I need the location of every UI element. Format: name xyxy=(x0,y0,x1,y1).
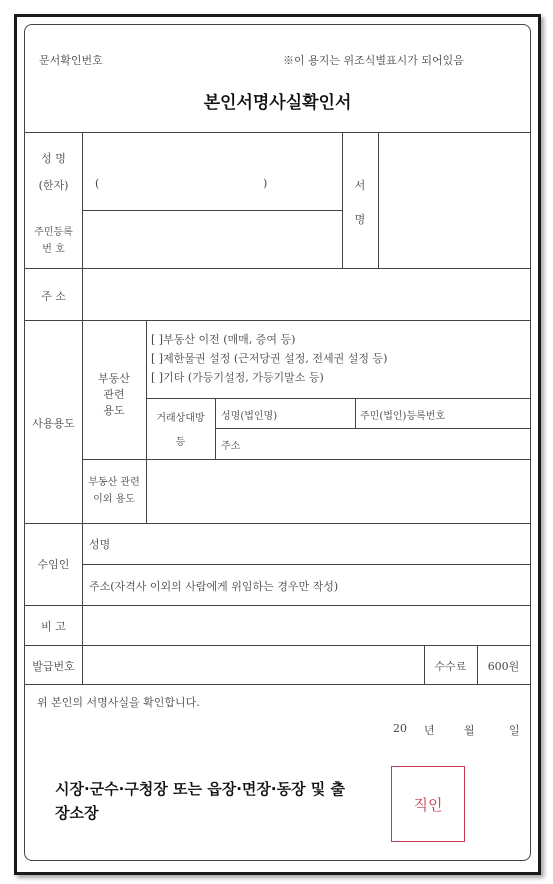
form-title: 본인서명사실확인서 xyxy=(203,93,352,113)
divider xyxy=(146,398,530,399)
divider xyxy=(215,398,216,459)
date-day-unit: 일 xyxy=(509,724,520,737)
other-usage-label: 부동산 관련 xyxy=(88,477,140,488)
signature-label: 명 xyxy=(354,213,366,226)
counterparty-label: 거래상대방 xyxy=(156,413,205,424)
fee-label: 수수료 xyxy=(434,660,467,673)
counterparty-label: 등 xyxy=(175,437,186,448)
realestate-usage-label: 용도 xyxy=(103,404,125,417)
delegate-label: 수임인 xyxy=(37,558,70,571)
hanja-close-paren: ) xyxy=(263,177,268,190)
name-label: 성 명 xyxy=(41,152,66,165)
divider xyxy=(355,398,356,428)
divider xyxy=(82,564,530,565)
delegate-address-label: 주소(자격사 이외의 사람에게 위임하는 경우만 작성) xyxy=(89,580,339,593)
name-hanja-label: (한자) xyxy=(38,179,69,192)
divider xyxy=(342,132,343,268)
divider xyxy=(25,320,530,321)
counterparty-id-label: 주민(법인)등록번호 xyxy=(360,411,446,422)
date-month-unit: 월 xyxy=(464,724,475,737)
other-usage-label: 이외 용도 xyxy=(93,494,135,505)
divider xyxy=(82,210,342,211)
divider xyxy=(25,605,530,606)
counterparty-address-label: 주소 xyxy=(221,441,241,452)
resident-number-label: 주민등록 xyxy=(34,227,73,238)
realestate-usage-label: 관련 xyxy=(103,388,125,401)
divider xyxy=(215,428,530,429)
delegate-name-label: 성명 xyxy=(89,538,111,551)
usage-option-transfer[interactable]: [ ]부동산 이전 (매매, 증여 등) xyxy=(151,333,296,346)
usage-label: 사용용도 xyxy=(32,417,75,430)
divider xyxy=(378,132,379,268)
divider xyxy=(25,684,530,685)
doc-number-label: 문서확인번호 xyxy=(39,54,103,67)
hanja-open-paren: ( xyxy=(95,177,100,190)
seal-label: 직인 xyxy=(413,795,443,814)
divider xyxy=(25,523,530,524)
official-seal-box xyxy=(391,766,465,842)
date-year-unit: 년 xyxy=(424,724,435,737)
fee-value: 600원 xyxy=(487,660,520,673)
issue-number-label: 발급번호 xyxy=(32,660,75,673)
confirmation-statement: 위 본인의 서명사실을 확인합니다. xyxy=(37,696,200,709)
issuing-official-title: 시장·군수·구청장 또는 읍장·면장·동장 및 출장소장 xyxy=(55,780,346,822)
signature-label: 서 xyxy=(354,179,366,192)
watermark-notice: ※이 용지는 위조식별표시가 되어있음 xyxy=(283,54,464,67)
date-year: 20 xyxy=(393,722,407,735)
resident-number-label: 번 호 xyxy=(42,244,65,255)
divider xyxy=(25,645,530,646)
usage-option-restricted-right[interactable]: [ ]제한물권 설정 (근저당권 설정, 전세권 설정 등) xyxy=(151,352,388,365)
counterparty-name-label: 성명(법인명) xyxy=(221,411,278,422)
certificate-form xyxy=(24,24,531,861)
divider xyxy=(25,132,530,133)
address-label: 주 소 xyxy=(41,290,66,303)
divider xyxy=(25,268,530,269)
remarks-label: 비 고 xyxy=(41,620,66,633)
divider xyxy=(82,459,530,460)
usage-option-other[interactable]: [ ]기타 (가등기설정, 가등기말소 등) xyxy=(151,371,324,384)
realestate-usage-label: 부동산 xyxy=(98,372,130,385)
